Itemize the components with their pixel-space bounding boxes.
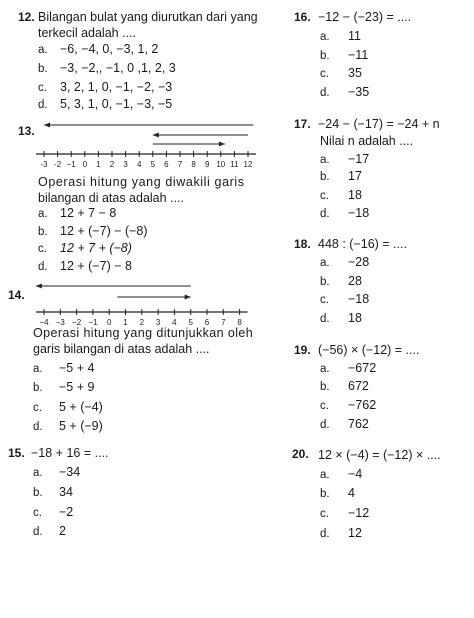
question-text: terkecil adalah .... xyxy=(38,26,136,40)
option-d[interactable]: d. 18 xyxy=(320,311,362,325)
tick-label: 4 xyxy=(172,318,177,326)
question-number: 12. xyxy=(18,10,35,24)
question-number: 15. xyxy=(8,446,25,460)
tick-label: 5 xyxy=(188,318,193,326)
question-number: 20. xyxy=(292,447,309,461)
question-20 xyxy=(290,438,474,548)
tick-label: 1 xyxy=(96,160,101,169)
question-17 xyxy=(290,105,474,225)
tick-label: −2 xyxy=(72,318,82,326)
question-number: 13. xyxy=(18,124,35,138)
question-number: 18. xyxy=(294,237,311,251)
option-c[interactable]: c. 18 xyxy=(320,188,362,202)
option-d[interactable]: d. 12 + (−7) − 8 xyxy=(38,259,132,273)
tick-label: −4 xyxy=(39,318,49,326)
option-b[interactable]: b. −11 xyxy=(320,48,369,62)
option-d[interactable]: d. 5, 3, 1, 0, −1, −3, −5 xyxy=(38,97,173,111)
option-d[interactable]: d. 5 + (−9) xyxy=(33,419,103,433)
question-text: Operasi hitung yang diwakili garis xyxy=(38,175,245,189)
question-text: 448 : (−16) = .... xyxy=(318,237,407,251)
tick-label: 5 xyxy=(150,160,156,169)
option-d[interactable]: d. 762 xyxy=(320,417,369,431)
tick-label: 6 xyxy=(164,160,169,169)
question-19 xyxy=(290,333,474,438)
option-a[interactable]: a. −6, −4, 0, −3, 1, 2 xyxy=(38,42,159,56)
option-a[interactable]: a. −672 xyxy=(320,361,377,375)
question-number: 17. xyxy=(294,117,311,131)
jump-arrow-1-head xyxy=(44,123,50,128)
option-c[interactable]: c. −2 xyxy=(33,505,74,519)
tick-label: −3 xyxy=(55,318,65,326)
question-text: 12 × (−4) = (−12) × .... xyxy=(318,448,441,462)
option-d[interactable]: d. 2 xyxy=(33,524,66,538)
option-b[interactable]: b. 17 xyxy=(320,169,362,183)
tick-label: 12 xyxy=(243,160,253,169)
tick-label: -2 xyxy=(54,160,62,169)
tick-label: 1 xyxy=(123,318,128,326)
option-c[interactable]: c. 3, 2, 1, 0, −1, −2, −3 xyxy=(38,80,173,94)
option-c[interactable]: c. 35 xyxy=(320,66,362,80)
option-c[interactable]: c. −18 xyxy=(320,292,370,306)
tick-label: 7 xyxy=(177,160,183,169)
jump-arrow-2-head xyxy=(153,133,159,138)
question-number: 14. xyxy=(8,288,25,302)
tick-label: 8 xyxy=(191,160,196,169)
tick-label: 11 xyxy=(230,160,239,169)
option-c[interactable]: c. −762 xyxy=(320,398,377,412)
option-b[interactable]: b. −3, −2,, −1, 0 ,1, 2, 3 xyxy=(38,61,176,75)
option-a[interactable]: a. −4 xyxy=(320,467,363,481)
option-b[interactable]: b. 672 xyxy=(320,379,369,393)
tick-label: 2 xyxy=(139,318,145,326)
tick-label: −1 xyxy=(66,160,76,169)
question-16 xyxy=(290,0,474,105)
option-c[interactable]: c. 12 + 7 + (−8) xyxy=(38,241,132,255)
question-text: Nilai n adalah .... xyxy=(320,134,414,148)
question-18 xyxy=(290,225,474,333)
tick-label: 2 xyxy=(109,160,115,169)
tick-label: 9 xyxy=(204,160,210,169)
option-b[interactable]: b. −5 + 9 xyxy=(33,380,95,394)
option-a[interactable]: a. −17 xyxy=(320,152,370,166)
question-15 xyxy=(0,438,290,548)
option-d[interactable]: d. 12 xyxy=(320,526,362,540)
tick-label: 4 xyxy=(136,160,142,169)
tick-label: 0 xyxy=(82,160,88,169)
tick-label: 3 xyxy=(155,318,161,326)
option-a[interactable]: a. −5 + 4 xyxy=(33,361,95,375)
option-c[interactable]: c. −12 xyxy=(320,506,370,520)
jump-arrow-2-head xyxy=(185,295,191,300)
option-b[interactable]: b. 4 xyxy=(320,486,355,500)
question-text: −24 − (−17) = −24 + n xyxy=(318,117,440,131)
jump-arrow-1-head xyxy=(36,284,42,289)
question-text: Operasi hitung yang ditunjukkan oleh xyxy=(33,326,254,340)
question-text: garis bilangan di atas adalah .... xyxy=(33,342,210,356)
tick-label: 6 xyxy=(204,318,210,326)
tick-label: 3 xyxy=(123,160,128,169)
question-12 xyxy=(0,0,290,115)
question-13 xyxy=(0,115,290,285)
option-d[interactable]: d. −35 xyxy=(320,85,370,99)
number-line-13 xyxy=(36,117,266,169)
tick-label: 8 xyxy=(237,318,242,326)
option-b[interactable]: b. 28 xyxy=(320,274,362,288)
question-text: −12 − (−23) = .... xyxy=(318,10,412,24)
option-a[interactable]: a. −28 xyxy=(320,255,370,269)
tick-label: 0 xyxy=(106,318,112,326)
option-a[interactable]: a. 11 xyxy=(320,29,361,43)
question-text: Bilangan bulat yang diurutkan dari yang xyxy=(38,10,258,24)
number-line-14-marks xyxy=(36,284,248,327)
jump-arrow-3-head xyxy=(219,142,225,147)
option-b[interactable]: b. 12 + (−7) − (−8) xyxy=(38,224,148,238)
question-number: 19. xyxy=(294,343,311,357)
question-text: −18 + 16 = .... xyxy=(31,446,109,460)
question-number: 16. xyxy=(294,10,311,24)
option-a[interactable]: a. −34 xyxy=(33,465,81,479)
question-text: bilangan di atas adalah .... xyxy=(38,191,184,205)
tick-label: -3 xyxy=(40,160,48,169)
option-d[interactable]: d. −18 xyxy=(320,206,370,220)
tick-label: −1 xyxy=(88,318,98,326)
option-b[interactable]: b. 34 xyxy=(33,485,73,499)
option-c[interactable]: c. 5 + (−4) xyxy=(33,400,103,414)
option-a[interactable]: a. 12 + 7 − 8 xyxy=(38,206,117,220)
question-14 xyxy=(0,278,290,438)
question-text: (−56) × (−12) = .... xyxy=(318,343,420,357)
tick-label: 7 xyxy=(221,318,226,326)
number-line-13-marks xyxy=(36,123,256,170)
number-line-14 xyxy=(30,278,255,326)
tick-label: 10 xyxy=(216,160,226,169)
